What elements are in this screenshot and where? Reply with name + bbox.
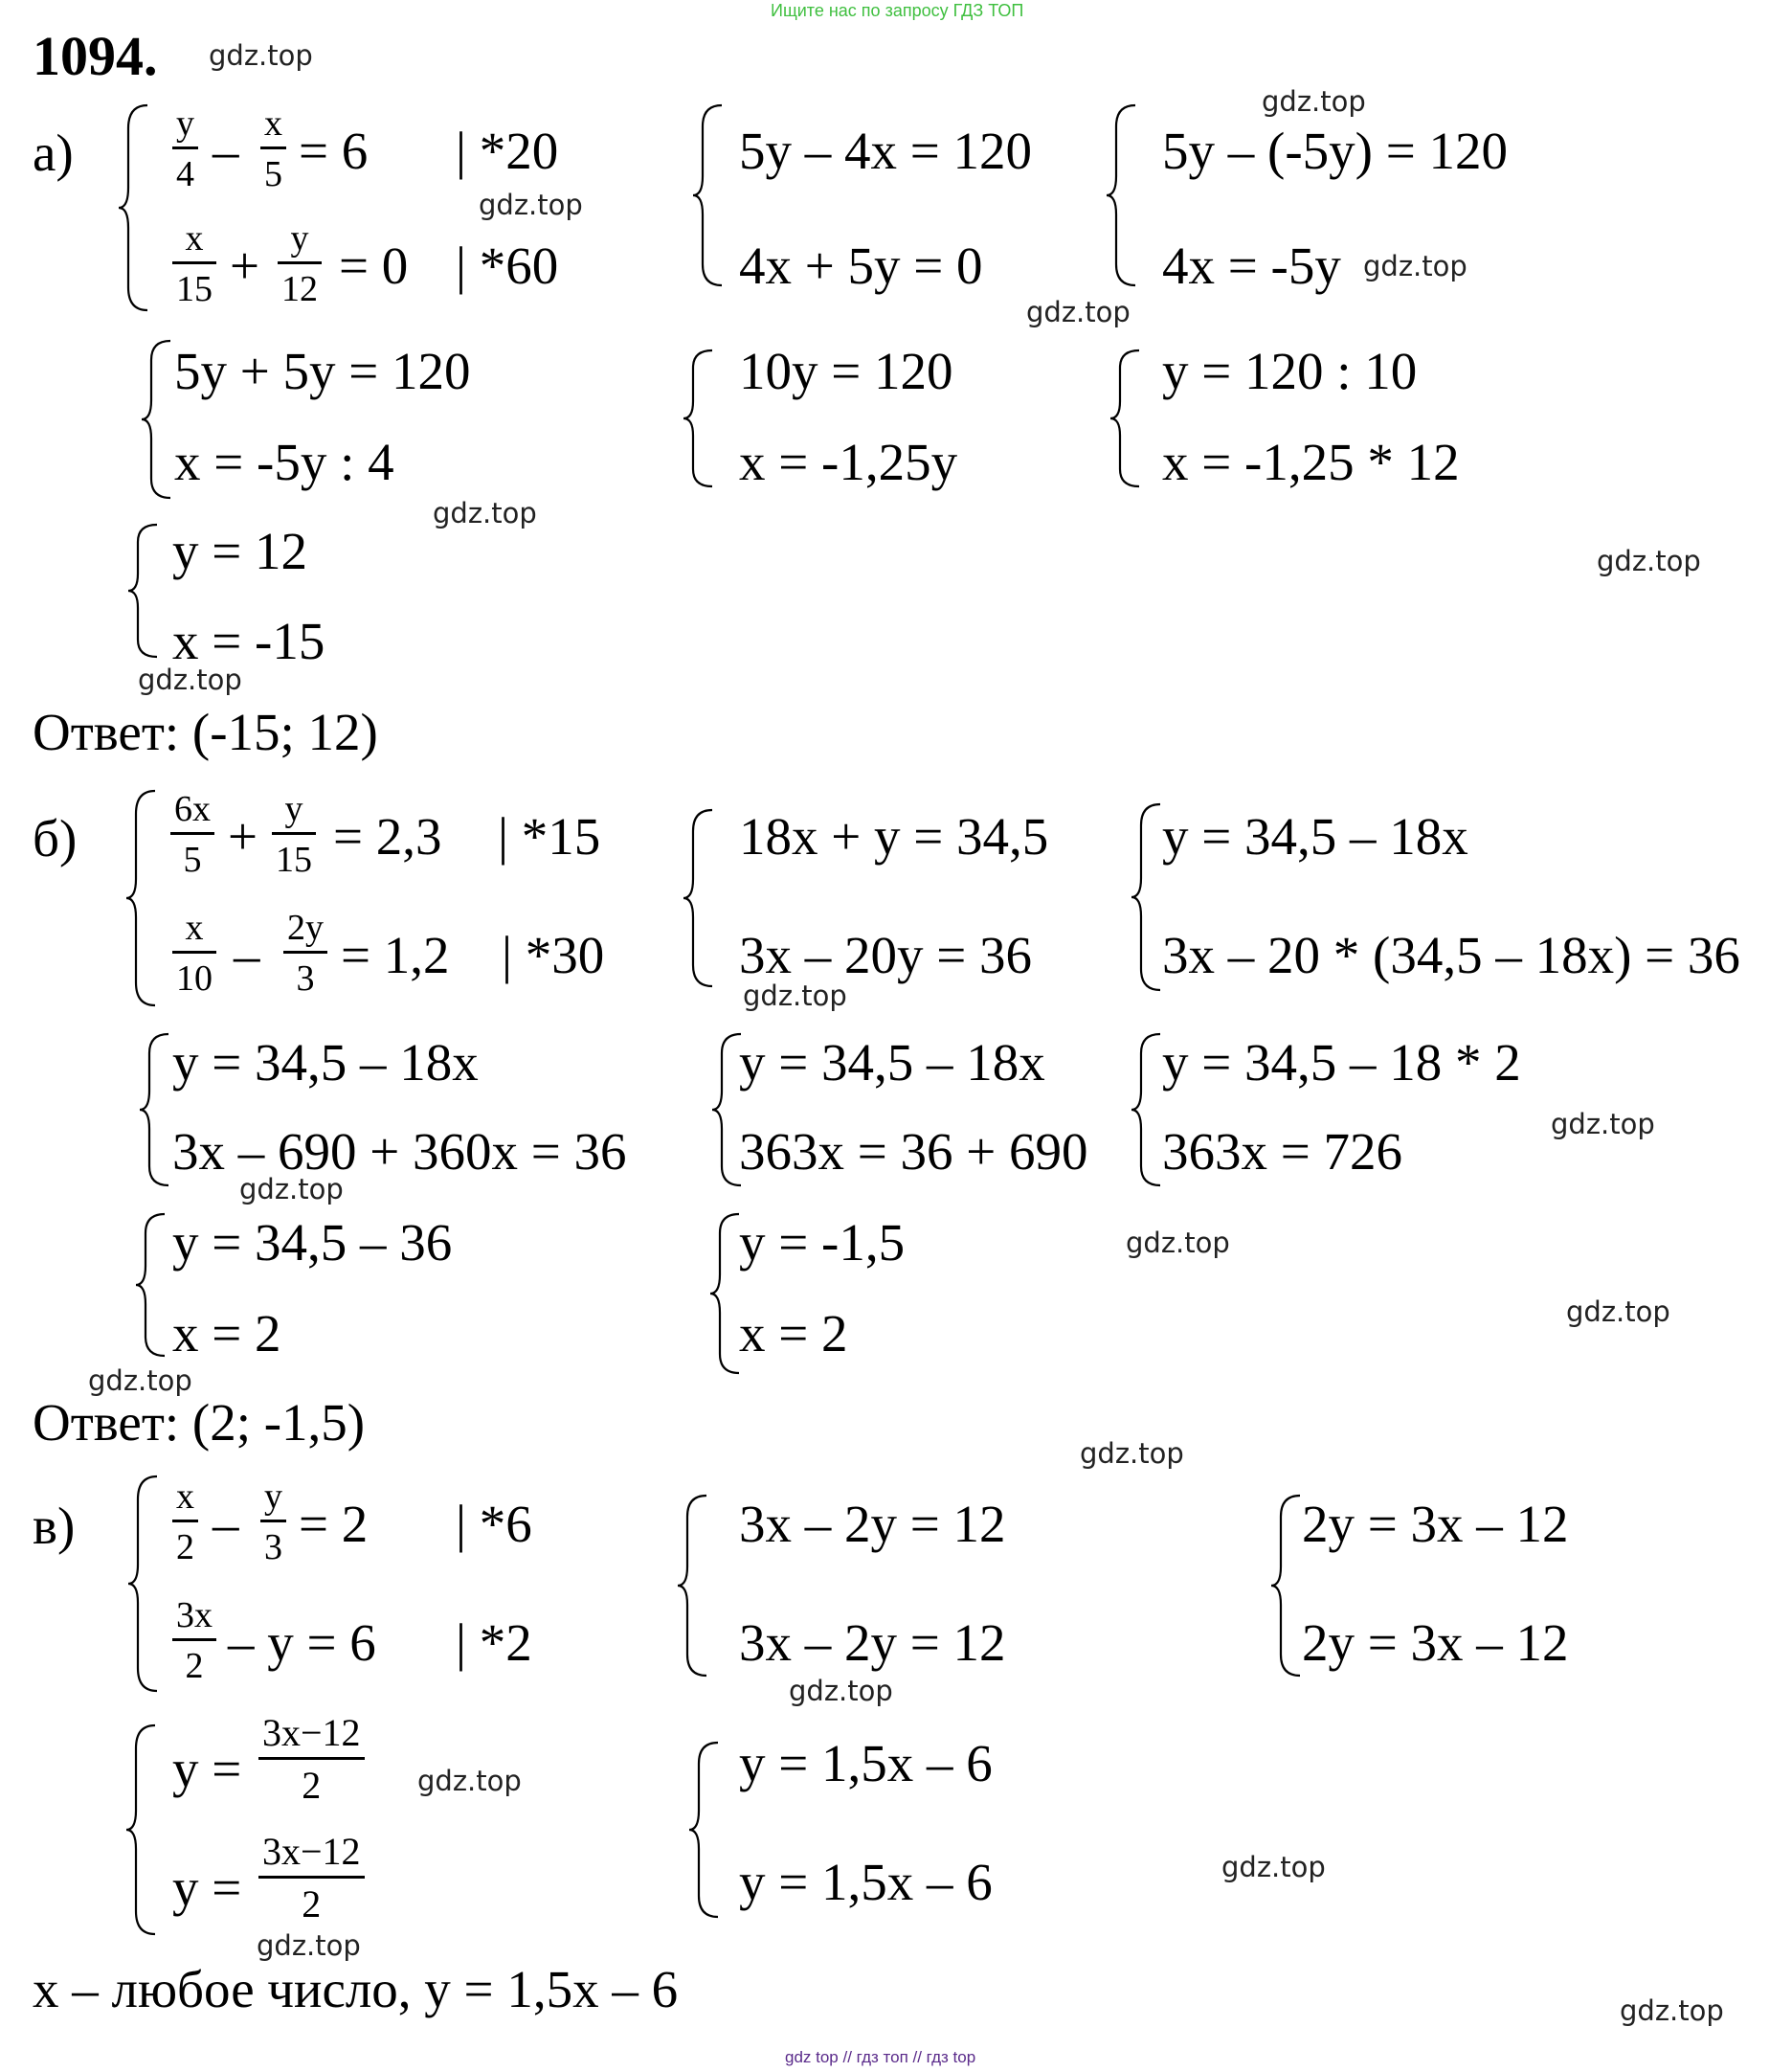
watermark: gdz.top (433, 497, 537, 529)
part-b-answer: Ответ: (2; -1,5) (33, 1393, 366, 1452)
b-s1-mul2: | *30 (502, 926, 605, 984)
denominator: 5 (183, 840, 202, 880)
b-s6-line2: 363x = 726 (1162, 1122, 1403, 1181)
a-s3-line2: 4x = -5y (1162, 236, 1341, 295)
problem-number: 1094. (33, 25, 158, 87)
part-v-s1-brace (126, 1471, 165, 1697)
numerator: 3x (176, 1595, 213, 1635)
b-s7-line2: x = 2 (172, 1304, 281, 1363)
b-s1-mul1: | *15 (498, 807, 601, 866)
a-s1-mul2: | *60 (456, 236, 559, 295)
a-s1-mul1: | *20 (456, 122, 559, 180)
part-b-s4-brace (138, 1028, 176, 1191)
a-s3-line1: 5y – (-5y) = 120 (1162, 122, 1508, 180)
b-s2-line2: 3x – 20y = 36 (739, 926, 1033, 984)
v-s1-frac1 (172, 1478, 198, 1565)
b-s1-rhs1: = 2,3 (333, 807, 442, 866)
v-s2-line1: 3x – 2y = 12 (739, 1495, 1006, 1553)
watermark: gdz.top (789, 1675, 893, 1707)
numerator: 6x (174, 789, 211, 829)
b-s1-op1: + (228, 807, 258, 866)
denominator: 12 (281, 269, 318, 309)
part-a-s1-brace (117, 100, 155, 316)
part-v-answer: x – любое число, y = 1,5x – 6 (33, 1960, 679, 2018)
a-s2-line2: 4x + 5y = 0 (739, 236, 983, 295)
part-a-answer: Ответ: (-15; 12) (33, 703, 378, 761)
b-s1-frac2 (272, 791, 316, 878)
denominator: 3 (296, 958, 315, 999)
a-s5-line1: 10y = 120 (739, 342, 953, 400)
part-b-s1-brace (124, 785, 163, 1011)
part-b-s2-brace (682, 804, 720, 992)
a-s7-line1: y = 12 (172, 522, 308, 580)
v-s1-op1: – (213, 1495, 239, 1553)
numerator: y (290, 218, 309, 259)
a-s1-frac4 (278, 220, 322, 307)
watermark: gdz.top (209, 39, 313, 72)
watermark: gdz.top (1597, 545, 1701, 577)
numerator: x (264, 103, 282, 144)
watermark: gdz.top (239, 1173, 344, 1205)
denominator: 5 (264, 154, 282, 194)
top-watermark: Ищите нас по запросу ГДЗ ТОП (771, 1, 1024, 20)
watermark: gdz.top (1363, 250, 1467, 282)
v-s1-frac3 (172, 1597, 216, 1684)
b-s1-op2: – (234, 926, 260, 984)
watermark: gdz.top (1026, 296, 1131, 328)
denominator: 10 (176, 958, 213, 999)
b-s4-line2: 3x – 690 + 360x = 36 (172, 1122, 627, 1181)
b-s8-line1: y = -1,5 (739, 1213, 906, 1272)
watermark: gdz.top (1221, 1851, 1326, 1883)
a-s1-rhs2: = 0 (339, 236, 409, 295)
b-s1-rhs2: = 1,2 (341, 926, 450, 984)
part-a-s5-brace (682, 347, 720, 490)
bottom-watermark: gdz top // гдз топ // гдз top (785, 2048, 976, 2066)
a-s6-line1: y = 120 : 10 (1162, 342, 1418, 400)
part-a-s4-brace (140, 335, 178, 504)
v-s3-line2: 2y = 3x – 12 (1302, 1613, 1569, 1672)
numerator: x (176, 1476, 194, 1517)
a-s1-frac3 (172, 220, 216, 307)
v-s1-mul2: | *2 (456, 1613, 532, 1672)
a-s4-line1: 5y + 5y = 120 (174, 342, 471, 400)
v-s4-frac1 (258, 1711, 365, 1807)
numerator: 3x−12 (262, 1830, 361, 1873)
b-s3-line2: 3x – 20 * (34,5 – 18x) = 36 (1162, 926, 1740, 984)
v-s5-line2: y = 1,5x – 6 (739, 1853, 993, 1911)
a-s5-line2: x = -1,25y (739, 433, 958, 491)
part-v-s2-brace (676, 1490, 714, 1681)
b-s5-line1: y = 34,5 – 18x (739, 1033, 1045, 1092)
part-a-s2-brace (691, 100, 729, 291)
denominator: 2 (185, 1646, 204, 1686)
numerator: 3x−12 (262, 1711, 361, 1754)
watermark: gdz.top (1080, 1437, 1184, 1470)
a-s1-frac1 (172, 105, 198, 192)
part-b-s7-brace (134, 1208, 172, 1362)
part-v-s5-brace (687, 1737, 726, 1923)
v-s5-line1: y = 1,5x – 6 (739, 1734, 993, 1792)
watermark: gdz.top (257, 1929, 361, 1962)
part-a-s7-brace (126, 521, 165, 661)
watermark: gdz.top (1566, 1295, 1670, 1328)
denominator: 3 (264, 1527, 282, 1567)
part-b-label: б) (33, 809, 78, 867)
numerator: 2y (287, 908, 324, 948)
v-s4-lhs2: y = (172, 1858, 242, 1917)
watermark: gdz.top (417, 1765, 522, 1797)
denominator: 15 (176, 269, 213, 309)
numerator: y (176, 103, 194, 144)
numerator: y (284, 789, 303, 829)
v-s1-rhs2: – y = 6 (228, 1613, 376, 1672)
a-s4-line2: x = -5y : 4 (174, 433, 394, 491)
a-s2-line1: 5y – 4x = 120 (739, 122, 1033, 180)
watermark: gdz.top (138, 664, 242, 696)
part-a-label: а) (33, 124, 74, 182)
b-s3-line1: y = 34,5 – 18x (1162, 807, 1468, 866)
denominator: 2 (302, 1764, 322, 1807)
watermark: gdz.top (1551, 1108, 1655, 1140)
v-s4-lhs1: y = (172, 1740, 242, 1798)
b-s6-line1: y = 34,5 – 18 * 2 (1162, 1033, 1521, 1092)
a-s7-line2: x = -15 (172, 612, 325, 670)
denominator: 2 (302, 1882, 322, 1926)
denominator: 4 (176, 154, 194, 194)
v-s1-rhs1: = 2 (299, 1495, 369, 1553)
v-s1-mul1: | *6 (456, 1495, 532, 1553)
a-s1-op2: + (230, 236, 260, 295)
part-v-s4-brace (124, 1720, 163, 1940)
denominator: 15 (276, 840, 312, 880)
b-s1-frac4 (283, 910, 327, 997)
a-s6-line2: x = -1,25 * 12 (1162, 433, 1460, 491)
numerator: y (264, 1476, 282, 1517)
v-s4-frac2 (258, 1830, 365, 1926)
a-s1-op1: – (213, 122, 239, 180)
b-s1-frac3 (172, 910, 216, 997)
part-a-s6-brace (1109, 347, 1147, 490)
b-s4-line1: y = 34,5 – 18x (172, 1033, 479, 1092)
numerator: x (185, 218, 204, 259)
watermark: gdz.top (743, 980, 847, 1012)
watermark: gdz.top (1620, 1994, 1724, 2027)
v-s3-line1: 2y = 3x – 12 (1302, 1495, 1569, 1553)
b-s5-line2: 363x = 36 + 690 (739, 1122, 1088, 1181)
numerator: x (185, 908, 204, 948)
a-s1-rhs1: = 6 (299, 122, 369, 180)
part-v-label: в) (33, 1497, 76, 1555)
watermark: gdz.top (479, 189, 583, 221)
b-s7-line1: y = 34,5 – 36 (172, 1213, 453, 1272)
watermark: gdz.top (88, 1364, 192, 1397)
watermark: gdz.top (1126, 1227, 1230, 1259)
b-s1-frac1 (170, 791, 214, 878)
a-s1-frac2 (260, 105, 286, 192)
v-s1-frac2 (260, 1478, 286, 1565)
b-s2-line1: 18x + y = 34,5 (739, 807, 1049, 866)
watermark: gdz.top (1262, 85, 1366, 118)
v-s2-line2: 3x – 2y = 12 (739, 1613, 1006, 1672)
b-s8-line2: x = 2 (739, 1304, 848, 1363)
part-a-s3-brace (1105, 100, 1143, 291)
denominator: 2 (176, 1527, 194, 1567)
